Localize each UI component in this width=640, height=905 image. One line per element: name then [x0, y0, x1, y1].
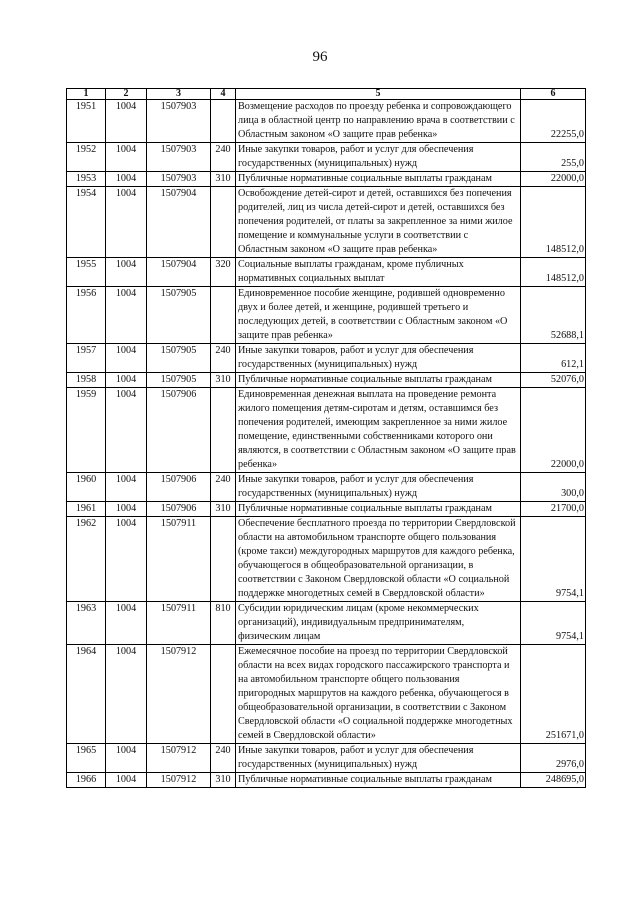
- expense-type-code: [211, 388, 236, 473]
- expense-type-code: 310: [211, 502, 236, 517]
- row-number: 1965: [67, 744, 106, 773]
- item-description: Публичные нормативные социальные выплаты гражданам: [236, 172, 521, 187]
- item-description: Иные закупки товаров, работ и услуг для обеспечения государственных (муниципальных) нужд: [236, 744, 521, 773]
- row-number: 1954: [67, 187, 106, 258]
- item-description: Иные закупки товаров, работ и услуг для обеспечения государственных (муниципальных) нужд: [236, 143, 521, 172]
- expense-type-code: 810: [211, 602, 236, 645]
- item-description: Обеспечение бесплатного проезда по территории Свердловской области на автомобильном транспорте общего пользования (кроме такси) междугородных маршрутов для каждого ребенка, обучающегося в общеобразовательной организации, в соответствии с Законом Свердловской области «О социальной поддержке многодетных семей в Свердловской области»: [236, 517, 521, 602]
- table-row: [67, 602, 586, 645]
- amount: 22255,0: [521, 100, 586, 143]
- item-description: Освобождение детей-сирот и детей, оставшихся без попечения родителей, лиц из числа детей-сирот и детей, оставшихся без попечения родителей, от платы за закрепленное за ними жилое помещение и коммунальные услуги в соответствии с Областным законом «О защите прав ребенка»: [236, 187, 521, 258]
- amount: 52076,0: [521, 373, 586, 388]
- amount: 22000,0: [521, 388, 586, 473]
- expense-type-code: [211, 645, 236, 744]
- section-code: 1004: [106, 645, 147, 744]
- item-description: Публичные нормативные социальные выплаты гражданам: [236, 373, 521, 388]
- section-code: 1004: [106, 388, 147, 473]
- page-number: 96: [312, 49, 328, 65]
- row-number: 1961: [67, 502, 106, 517]
- expense-type-code: 320: [211, 258, 236, 287]
- section-code: 1004: [106, 100, 147, 143]
- item-description: Единовременное пособие женщине, родившей одновременно двух и более детей, и женщине, родившей третьего и последующих детей, в соответствии с Областным законом «О защите прав ребенка»: [236, 287, 521, 344]
- section-code: 1004: [106, 344, 147, 373]
- item-description: Единовременная денежная выплата на проведение ремонта жилого помещения детям-сиротам и детям, оставшимся без попечения родителей, имеющим закрепленное за ними жилое помещение, единственными собственниками которого они являются, в соответствии с Областным законом «О защите прав ребенка»: [236, 388, 521, 473]
- amount: 9754,1: [521, 517, 586, 602]
- expense-type-code: 240: [211, 344, 236, 373]
- section-code: 1004: [106, 744, 147, 773]
- table-row: [67, 344, 586, 373]
- expense-type-code: 310: [211, 373, 236, 388]
- row-number: 1964: [67, 645, 106, 744]
- row-number: 1958: [67, 373, 106, 388]
- target-code: 1507904: [147, 187, 211, 258]
- target-code: 1507912: [147, 773, 211, 788]
- target-code: 1507903: [147, 143, 211, 172]
- table-row: [67, 187, 586, 258]
- row-number: 1962: [67, 517, 106, 602]
- section-code: 1004: [106, 143, 147, 172]
- item-description: Публичные нормативные социальные выплаты гражданам: [236, 773, 521, 788]
- expense-type-code: 240: [211, 744, 236, 773]
- item-description: Иные закупки товаров, работ и услуг для обеспечения государственных (муниципальных) нужд: [236, 344, 521, 373]
- target-code: 1507912: [147, 744, 211, 773]
- target-code: 1507905: [147, 344, 211, 373]
- table-row: [67, 773, 586, 788]
- item-description: Публичные нормативные социальные выплаты гражданам: [236, 502, 521, 517]
- col-header-target-code: 3: [147, 89, 211, 100]
- table-header-row: [67, 89, 586, 100]
- table-row: [67, 287, 586, 344]
- row-number: 1952: [67, 143, 106, 172]
- expense-type-code: 310: [211, 172, 236, 187]
- table-row: [67, 744, 586, 773]
- target-code: 1507905: [147, 287, 211, 344]
- target-code: 1507903: [147, 172, 211, 187]
- row-number: 1957: [67, 344, 106, 373]
- amount: 612,1: [521, 344, 586, 373]
- table-row: [67, 172, 586, 187]
- row-number: 1959: [67, 388, 106, 473]
- section-code: 1004: [106, 172, 147, 187]
- table-row: [67, 473, 586, 502]
- row-number: 1955: [67, 258, 106, 287]
- amount: 148512,0: [521, 187, 586, 258]
- target-code: 1507906: [147, 388, 211, 473]
- item-description: Субсидии юридическим лицам (кроме некоммерческих организаций), индивидуальным предпринимателям, физическим лицам: [236, 602, 521, 645]
- row-number: 1953: [67, 172, 106, 187]
- section-code: 1004: [106, 258, 147, 287]
- section-code: 1004: [106, 187, 147, 258]
- section-code: 1004: [106, 473, 147, 502]
- table-row: [67, 645, 586, 744]
- col-header-number: 1: [67, 89, 106, 100]
- row-number: 1951: [67, 100, 106, 143]
- amount: 9754,1: [521, 602, 586, 645]
- row-number: 1956: [67, 287, 106, 344]
- row-number: 1966: [67, 773, 106, 788]
- target-code: 1507903: [147, 100, 211, 143]
- budget-table: [66, 88, 586, 788]
- amount: 251671,0: [521, 645, 586, 744]
- table-row: [67, 502, 586, 517]
- amount: 22000,0: [521, 172, 586, 187]
- expense-type-code: 240: [211, 473, 236, 502]
- table-row: [67, 143, 586, 172]
- section-code: 1004: [106, 502, 147, 517]
- expense-type-code: 240: [211, 143, 236, 172]
- section-code: 1004: [106, 373, 147, 388]
- expense-type-code: [211, 287, 236, 344]
- col-header-name: 5: [236, 89, 521, 100]
- table-row: [67, 373, 586, 388]
- item-description: Ежемесячное пособие на проезд по территории Свердловской области на всех видах городского пассажирского транспорта и на автомобильном транспорте общего пользования пригородных маршрутов на каждого ребенка, обучающегося в общеобразовательной организации, в соответствии с Законом Свердловской области «О социальной поддержке многодетных семей в Свердловской области»: [236, 645, 521, 744]
- section-code: 1004: [106, 287, 147, 344]
- row-number: 1960: [67, 473, 106, 502]
- table-row: [67, 258, 586, 287]
- row-number: 1963: [67, 602, 106, 645]
- expense-type-code: 310: [211, 773, 236, 788]
- item-description: Иные закупки товаров, работ и услуг для обеспечения государственных (муниципальных) нужд: [236, 473, 521, 502]
- expense-type-code: [211, 517, 236, 602]
- section-code: 1004: [106, 773, 147, 788]
- amount: 21700,0: [521, 502, 586, 517]
- expense-type-code: [211, 100, 236, 143]
- amount: 2976,0: [521, 744, 586, 773]
- target-code: 1507904: [147, 258, 211, 287]
- target-code: 1507911: [147, 602, 211, 645]
- target-code: 1507905: [147, 373, 211, 388]
- table-row: [67, 388, 586, 473]
- expense-type-code: [211, 187, 236, 258]
- col-header-section: 2: [106, 89, 147, 100]
- amount: 148512,0: [521, 258, 586, 287]
- col-header-amount: 6: [521, 89, 586, 100]
- amount: 248695,0: [521, 773, 586, 788]
- col-header-expense-type: 4: [211, 89, 236, 100]
- table-row: [67, 517, 586, 602]
- target-code: 1507906: [147, 502, 211, 517]
- target-code: 1507912: [147, 645, 211, 744]
- amount: 300,0: [521, 473, 586, 502]
- amount: 52688,1: [521, 287, 586, 344]
- section-code: 1004: [106, 602, 147, 645]
- item-description: Социальные выплаты гражданам, кроме публичных нормативных социальных выплат: [236, 258, 521, 287]
- item-description: Возмещение расходов по проезду ребенка и сопровождающего лица в областной центр по направлению врача в соответствии с Областным законом «О защите прав ребенка»: [236, 100, 521, 143]
- table-row: [67, 100, 586, 143]
- section-code: 1004: [106, 517, 147, 602]
- target-code: 1507911: [147, 517, 211, 602]
- target-code: 1507906: [147, 473, 211, 502]
- amount: 255,0: [521, 143, 586, 172]
